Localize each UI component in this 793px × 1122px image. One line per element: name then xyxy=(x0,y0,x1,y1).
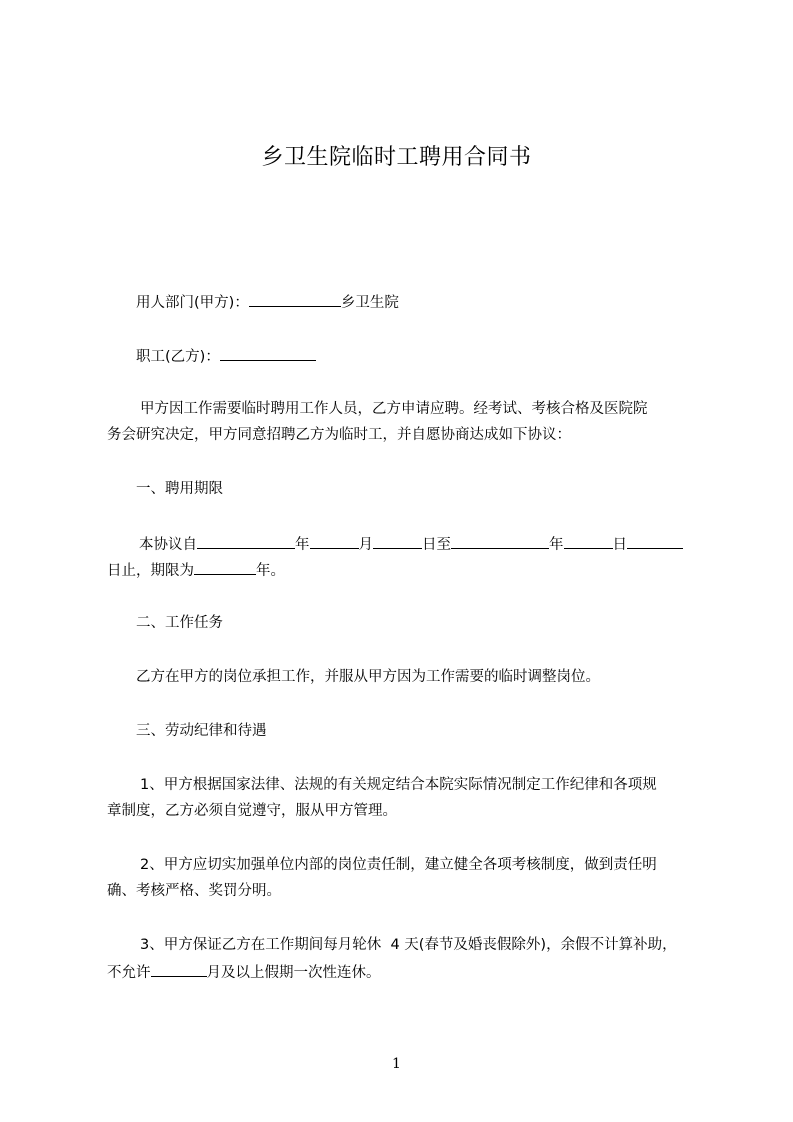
section-1-heading: 一、聘用期限 xyxy=(136,481,223,497)
section-3-heading: 三、劳动纪律和待遇 xyxy=(136,723,267,739)
start-year-blank xyxy=(197,533,295,549)
end-month-blank xyxy=(564,533,613,549)
item-3-text-prefix: 不允许 xyxy=(107,965,151,981)
party-a-label: 用人部门(甲方)： xyxy=(136,295,249,311)
intro-line-1: 甲方因工作需要临时聘用工作人员，乙方申请应聘。经考试、考核合格及医院院 xyxy=(140,401,648,417)
start-day-blank xyxy=(373,533,422,549)
party-a-line xyxy=(136,291,399,313)
section-3-item-2-line-1: 2、甲方应切实加强单位内部的岗位责任制，建立健全各项考核制度，做到责任明 xyxy=(140,857,657,873)
party-b-label: 职工(乙方)： xyxy=(136,349,220,365)
item-3-text-suffix: 月及以上假期一次性连休。 xyxy=(206,965,381,981)
end-year-blank xyxy=(451,533,549,549)
section-1-period-line-2 xyxy=(107,559,285,581)
intro-line-2: 务会研究决定，甲方同意招聘乙方为临时工，并自愿协商达成如下协议： xyxy=(107,427,571,443)
start-month-blank xyxy=(310,533,359,549)
period-text-year: 年 xyxy=(295,537,310,553)
page-number: 1 xyxy=(392,1056,401,1072)
period-text-years: 年。 xyxy=(256,563,285,579)
period-text-until: 日止，期限为 xyxy=(107,563,194,579)
period-text-from: 本协议自 xyxy=(139,537,197,553)
end-day-blank xyxy=(627,533,683,549)
party-a-blank xyxy=(249,291,341,307)
section-2-heading: 二、工作任务 xyxy=(136,615,223,631)
section-3-item-3-line-1: 3、甲方保证乙方在工作期间每月轮休 4 天(春节及婚丧假除外)，余假不计算补助， xyxy=(140,937,677,953)
period-text-year2: 年 xyxy=(549,537,564,553)
section-1-period-line-1 xyxy=(139,533,683,555)
max-months-blank xyxy=(151,961,207,977)
section-2-text: 乙方在甲方的岗位承担工作，并服从甲方因为工作需要的临时调整岗位。 xyxy=(136,669,600,685)
party-b-line xyxy=(136,345,316,367)
period-text-dayto: 日至 xyxy=(422,537,451,553)
section-3-item-1-line-2: 章制度，乙方必须自觉遵守，服从甲方管理。 xyxy=(107,803,397,819)
party-b-blank xyxy=(220,345,316,361)
term-years-blank xyxy=(194,559,256,575)
party-a-value: 乡卫生院 xyxy=(340,295,399,311)
section-3-item-3-line-2 xyxy=(107,961,381,983)
section-3-item-2-line-2: 确、考核严格、奖罚分明。 xyxy=(107,883,281,899)
section-3-item-1-line-1: 1、甲方根据国家法律、法规的有关规定结合本院实际情况制定工作纪律和各项规 xyxy=(140,777,657,793)
period-text-day2: 日 xyxy=(612,537,627,553)
period-text-month: 月 xyxy=(358,537,373,553)
document-title: 乡卫生院临时工聘用合同书 xyxy=(261,145,532,170)
